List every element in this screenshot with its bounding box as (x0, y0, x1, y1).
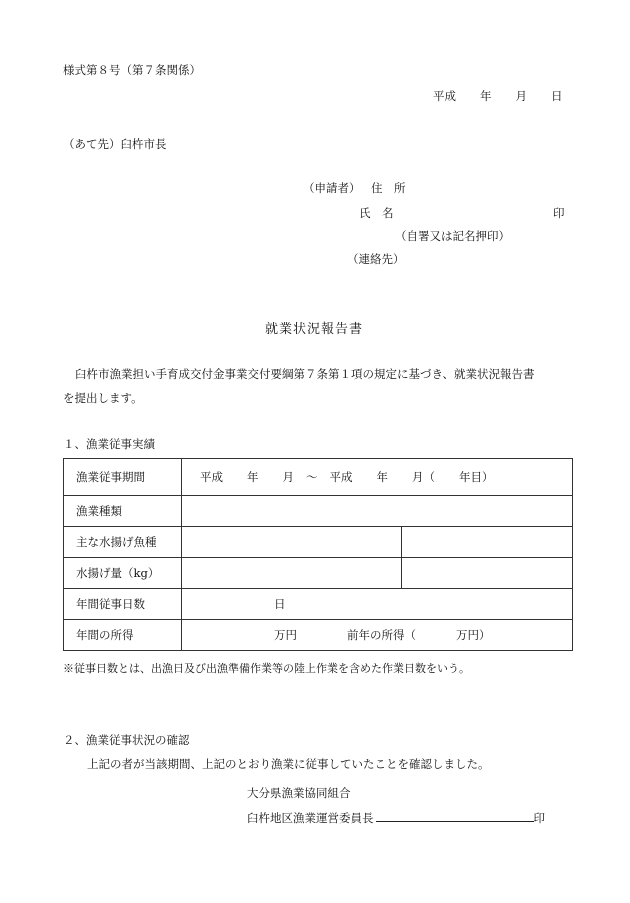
committee-chair-line (247, 809, 545, 826)
date-month: 月 (515, 89, 527, 103)
period-tilde: 〜 (306, 470, 318, 484)
table-row (64, 527, 573, 558)
section2-heading: ２、漁業従事状況の確認 (63, 733, 190, 747)
applicant-address-label: 住 所 (371, 181, 406, 195)
date-day: 日 (551, 89, 563, 103)
date-era: 平成 (433, 89, 456, 103)
annual-days-field[interactable] (182, 589, 573, 620)
period-year2: 年 (376, 470, 388, 484)
days-unit: 日 (274, 597, 286, 611)
period-era2: 平成 (329, 470, 353, 484)
landing-volume-field-2[interactable] (402, 558, 573, 589)
chair-seal: 印 (533, 811, 545, 825)
signature-line[interactable] (376, 809, 534, 822)
main-species-field[interactable] (182, 527, 402, 558)
intro-line-2: を提出します。 (63, 391, 143, 405)
confirmation-text: 上記の者が当該期間、上記のとおり漁業に従事していたことを確認しました。 (87, 757, 490, 771)
period-tail: 年目） (459, 470, 494, 484)
period-field[interactable] (182, 459, 573, 496)
main-species-field-2[interactable] (402, 527, 573, 558)
landing-volume-field[interactable] (182, 558, 402, 589)
addressee: （あて先）臼杵市長 (63, 137, 167, 151)
workdays-note: ※従事日数とは、出漁日及び出漁準備作業等の陸上作業を含めた作業日数をいう。 (63, 662, 470, 675)
applicant-name-label: 氏 名 (359, 206, 394, 220)
applicant-seal: 印 (553, 206, 565, 220)
committee-chair-label: 臼杵地区漁業運営委員長 (247, 811, 374, 825)
cooperative-name: 大分県漁業協同組合 (247, 786, 351, 800)
row-label: 主な水揚げ魚種 (64, 527, 182, 558)
row-label: 漁業種類 (64, 496, 182, 527)
fishery-type-field[interactable] (182, 496, 573, 527)
table-row (64, 589, 573, 620)
table-row (64, 620, 573, 651)
table-row (64, 496, 573, 527)
applicant-label: （申請者） (303, 181, 361, 195)
period-month1: 月 (282, 470, 294, 484)
period-year1: 年 (247, 470, 259, 484)
prev-income-label: 前年の所得（ (347, 628, 416, 642)
row-label: 水揚げ量（kg） (64, 558, 182, 589)
table-row (64, 459, 573, 496)
section1-heading: １、漁業従事実績 (63, 437, 155, 451)
sign-note: （自署又は記名押印） (395, 229, 510, 243)
income-unit: 万円 (274, 628, 297, 642)
intro-line-1: 臼杵市漁業担い手育成交付金事業交付要綱第７条第１項の規定に基づき、就業状況報告書 (75, 367, 535, 381)
date-year: 年 (480, 89, 492, 103)
document-title: 就業状況報告書 (265, 322, 364, 337)
date-line (433, 88, 563, 104)
period-month2: 月（ (412, 470, 435, 484)
prev-income-unit: 万円） (456, 628, 491, 642)
period-era1: 平成 (200, 470, 223, 484)
contact-label: （連絡先） (347, 252, 405, 266)
annual-income-field[interactable] (182, 620, 573, 651)
table-row (64, 558, 573, 589)
row-label: 年間の所得 (64, 620, 182, 651)
form-number: 様式第８号（第７条関係） (63, 63, 201, 77)
row-label: 漁業従事期間 (64, 459, 182, 496)
fishing-record-table (63, 458, 573, 651)
row-label: 年間従事日数 (64, 589, 182, 620)
